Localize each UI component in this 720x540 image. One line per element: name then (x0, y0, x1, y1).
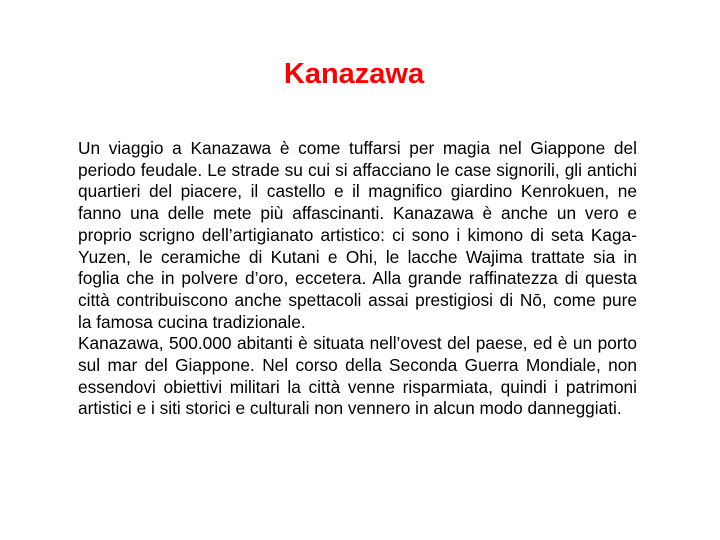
slide-title: Kanazawa (283, 58, 425, 90)
body-paragraph-1: Un viaggio a Kanazawa è come tuffarsi per magia nel Giappone del periodo feudale. Le strade su cui si affacciano le case signorili, gli antichi quartieri del piacere, il castello e il magnifico giardino Kenrokuen, ne fanno una delle mete più affascinanti. Kanazawa è anche un vero e proprio scrigno dell’artigianato artistico: ci sono i kimono di seta Kaga-Yuzen, le ceramiche di Kutani e Ohi, le lacche Wajima trattate sia in foglia che in polvere d’oro, eccetera. Alla grande raffinatezza di questa città contribuiscono anche spettacoli assai prestigiosi di Nō, come pure la famosa cucina tradizionale. (78, 138, 637, 332)
body-paragraph-2: Kanazawa, 500.000 abitanti è situata nell’ovest del paese, ed è un porto sul mar del Giappone. Nel corso della Seconda Guerra Mondiale, non essendovi obiettivi militari la città venne risparmiata, quindi i patrimoni artistici e i siti storici e culturali non vennero in alcun modo danneggiati. (78, 333, 637, 419)
slide-body (78, 138, 637, 420)
